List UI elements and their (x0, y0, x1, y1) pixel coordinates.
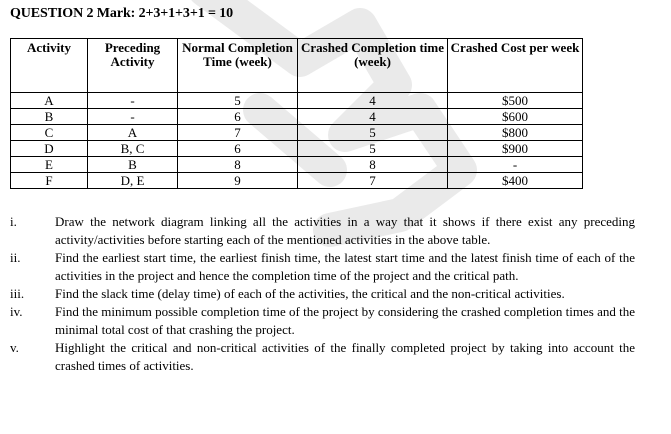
cell-normal-time: 5 (178, 93, 298, 109)
header-crashed-cost: Crashed Cost per week (448, 39, 583, 93)
cell-crashed-time: 4 (298, 109, 448, 125)
list-item (10, 339, 635, 375)
header-activity: Activity (11, 39, 88, 93)
cell-preceding: - (88, 93, 178, 109)
cell-crashed-time: 7 (298, 173, 448, 189)
list-item (10, 285, 635, 303)
cell-crashed-time: 5 (298, 125, 448, 141)
task-text: Find the minimum possible completion time of the project by considering the crashed completion times and the minimal total cost of that crashing the project. (55, 304, 635, 337)
activity-table (10, 38, 583, 189)
table-row (11, 109, 583, 125)
cell-preceding: D, E (88, 173, 178, 189)
table-row (11, 141, 583, 157)
cell-crashed-time: 8 (298, 157, 448, 173)
table-header-row (11, 39, 583, 93)
cell-activity: D (11, 141, 88, 157)
cell-activity: E (11, 157, 88, 173)
cell-preceding: A (88, 125, 178, 141)
cell-normal-time: 6 (178, 141, 298, 157)
list-item (10, 303, 635, 339)
header-preceding-activity: Preceding Activity (88, 39, 178, 93)
cell-crashed-cost: $500 (448, 93, 583, 109)
cell-crashed-cost: $900 (448, 141, 583, 157)
cell-normal-time: 9 (178, 173, 298, 189)
list-item (10, 213, 635, 249)
task-number: iv. (10, 304, 23, 319)
cell-crashed-time: 5 (298, 141, 448, 157)
cell-preceding: B (88, 157, 178, 173)
list-item (10, 249, 635, 285)
cell-normal-time: 7 (178, 125, 298, 141)
cell-preceding: B, C (88, 141, 178, 157)
cell-activity: A (11, 93, 88, 109)
question-heading: QUESTION 2 Mark: 2+3+1+3+1 = 10 (10, 6, 234, 21)
task-number: ii. (10, 250, 21, 265)
task-number: i. (10, 214, 17, 229)
table-row (11, 173, 583, 189)
cell-activity: C (11, 125, 88, 141)
table-row (11, 157, 583, 173)
task-text: Draw the network diagram linking all the activities in a way that it shows if there exist any preceding activity/activities before starting each of the mentioned activities in the above table. (55, 214, 635, 247)
cell-crashed-cost: - (448, 157, 583, 173)
cell-activity: B (11, 109, 88, 125)
task-text: Find the earliest start time, the earliest finish time, the latest start time and the latest finish time of each of the activities in the project and hence the completion time of the project and the critical path. (55, 250, 635, 283)
cell-activity: F (11, 173, 88, 189)
cell-crashed-cost: $800 (448, 125, 583, 141)
cell-crashed-cost: $400 (448, 173, 583, 189)
cell-preceding: - (88, 109, 178, 125)
task-text: Find the slack time (delay time) of each of the activities, the critical and the non-critical activities. (55, 286, 565, 301)
task-number: v. (10, 340, 19, 355)
cell-crashed-cost: $600 (448, 109, 583, 125)
task-list (10, 213, 635, 375)
header-crashed-completion-time: Crashed Completion time (week) (298, 39, 448, 93)
task-number: iii. (10, 286, 25, 301)
header-normal-completion-time: Normal Completion Time (week) (178, 39, 298, 93)
table-row (11, 125, 583, 141)
cell-crashed-time: 4 (298, 93, 448, 109)
cell-normal-time: 8 (178, 157, 298, 173)
task-text: Highlight the critical and non-critical activities of the finally completed project by taking into account the crashed times of activities. (55, 340, 635, 373)
table-row (11, 93, 583, 109)
cell-normal-time: 6 (178, 109, 298, 125)
